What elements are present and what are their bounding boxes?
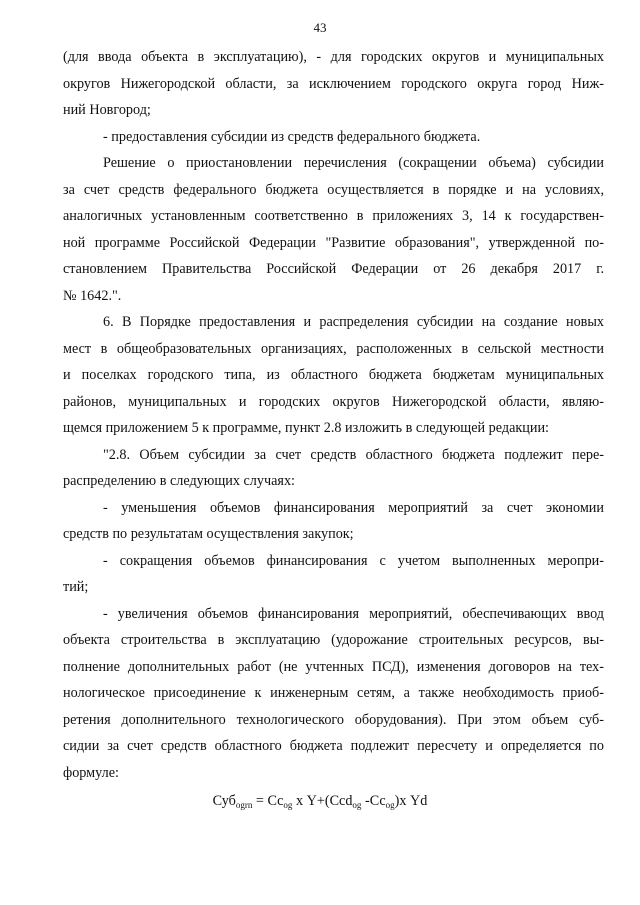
text-line: полнение дополнительных работ (не учтенных ПСД), изменения договоров на тех-: [63, 658, 604, 675]
text-line: и поселках городского типа, из областного бюджета бюджетам муниципальных: [63, 367, 604, 383]
body-text: [63, 44, 604, 786]
text-line: распределению в следующих случаях:: [63, 473, 295, 489]
paragraph: [63, 124, 604, 151]
formula-sub-main: Суб: [212, 793, 236, 809]
text-line: объекта строительства в эксплуатацию (удорожание строительных ресурсов, вы-: [63, 632, 604, 648]
text-line: тий;: [63, 579, 89, 595]
formula-part: )х Yd: [394, 793, 428, 809]
text-line: за счет средств федерального бюджета осуществляется в порядке и на условиях,: [63, 181, 604, 198]
text-line: щемся приложением 5 к программе, пункт 2.8 изложить в следующей редакции:: [63, 420, 549, 436]
text-line: районов, муниципальных и городских округов Нижегородской области, являю-: [63, 393, 604, 410]
text-line: мест в общеобразовательных организациях, расположенных в сельской местности: [63, 340, 604, 357]
text-line: (для ввода объекта в эксплуатацию), - для городских округов и муниципальных: [63, 49, 604, 65]
text-line: "2.8. Объем субсидии за счет средств областного бюджета подлежит пере-: [103, 446, 604, 463]
paragraph: [63, 548, 604, 601]
text-line: формуле:: [63, 764, 119, 781]
text-line: округов Нижегородской области, за исключением городского округа город Ниж-: [63, 75, 604, 92]
text-line: средств по результатам осуществления закупок;: [63, 526, 354, 542]
paragraph: [63, 309, 604, 442]
formula-subscript: og: [283, 800, 293, 810]
formula: [0, 793, 640, 810]
formula-subscript: og: [352, 800, 362, 810]
formula-part: х Y+(Ccd: [292, 793, 353, 809]
formula-subscript: ogrn: [235, 800, 253, 810]
text-line: - сокращения объемов финансирования с учетом выполненных меропри-: [103, 552, 604, 569]
paragraph: [63, 495, 604, 548]
text-line: - уменьшения объемов финансирования мероприятий за счет экономии: [103, 499, 604, 516]
text-line: № 1642.".: [63, 287, 122, 304]
text-line: Решение о приостановлении перечисления (сокращении объема) субсидии: [103, 155, 604, 171]
formula-part: -Сс: [361, 793, 386, 809]
text-line: ной программе Российской Федерации "Развитие образования", утвержденной по-: [63, 234, 604, 251]
text-line: - увеличения объемов финансирования мероприятий, обеспечивающих ввод: [103, 605, 604, 622]
formula-subscript: og: [385, 800, 395, 810]
text-line: сидии за счет средств областного бюджета подлежит пересчету и определяется по: [63, 738, 604, 754]
formula-part: = Сс: [252, 793, 284, 809]
text-line: нологическое присоединение к инженерным сетям, а также необходимость приоб-: [63, 685, 604, 701]
text-line: - предоставления субсидии из средств федерального бюджета.: [103, 128, 481, 145]
text-line: аналогичных установленным соответственно в приложениях 3, 14 к государствен-: [63, 208, 604, 224]
text-line: становлением Правительства Российской Федерации от 26 декабря 2017 г.: [63, 261, 604, 277]
text-line: ний Новгород;: [63, 102, 151, 118]
text-line: ретения дополнительного технологического оборудования). При этом объем суб-: [63, 711, 604, 728]
page-number: 43: [313, 20, 327, 35]
paragraph: [63, 442, 604, 495]
paragraph: [63, 601, 604, 787]
paragraph: [63, 150, 604, 309]
paragraph: [63, 44, 604, 124]
text-line: 6. В Порядке предоставления и распределения субсидии на создание новых: [103, 314, 604, 330]
